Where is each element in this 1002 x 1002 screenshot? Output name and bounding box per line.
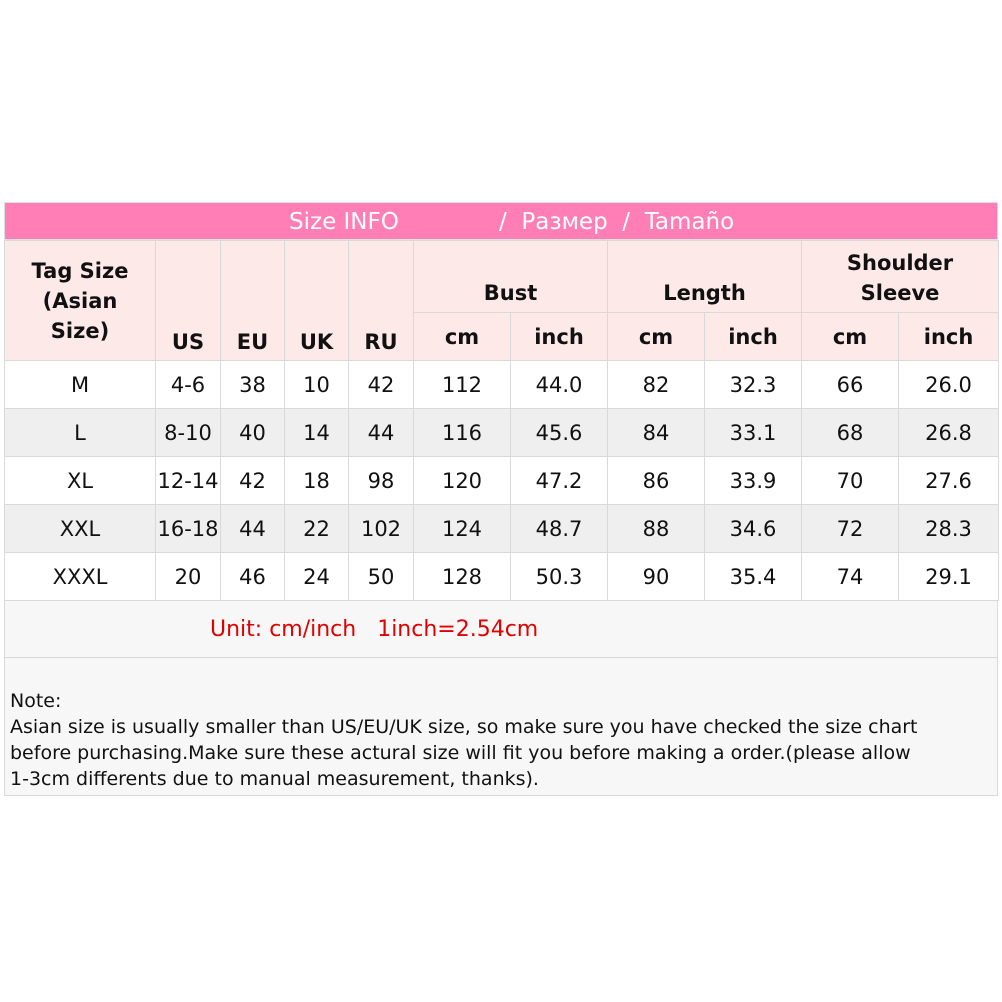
cell-uk: 18 [285,457,349,505]
title-size-info: Size INFO [289,209,399,235]
cell-uk: 10 [285,361,349,409]
table-row [5,505,999,553]
unit-text: Unit: cm/inch 1inch=2.54cm [210,617,539,642]
header-length-inch: inch [705,313,802,361]
note-line-2: before purchasing.Make sure these actural size will fit you before making a order.(please allow [10,742,911,764]
cell-length-inch: 33.9 [705,457,802,505]
cell-length-inch: 35.4 [705,553,802,601]
cell-uk: 22 [285,505,349,553]
cell-bust-cm: 112 [414,361,511,409]
cell-us: 12-14 [156,457,221,505]
cell-length-inch: 34.6 [705,505,802,553]
cell-length-cm: 88 [608,505,705,553]
cell-length-cm: 84 [608,409,705,457]
cell-ss-inch: 26.0 [899,361,999,409]
note-line-1: Asian size is usually smaller than US/EU/UK size, so make sure you have checked the size chart [10,716,918,738]
header-bust: Bust [414,241,608,313]
cell-ss-inch: 27.6 [899,457,999,505]
cell-ru: 44 [349,409,414,457]
cell-ru: 98 [349,457,414,505]
header-shoulder: Shoulder [846,251,954,275]
cell-us: 8-10 [156,409,221,457]
cell-tag: XXXL [5,553,156,601]
cell-ss-inch: 29.1 [899,553,999,601]
cell-bust-inch: 47.2 [511,457,608,505]
cell-eu: 42 [221,457,285,505]
header-length: Length [608,241,802,313]
cell-bust-inch: 44.0 [511,361,608,409]
cell-eu: 44 [221,505,285,553]
header-ru: RU [349,241,414,361]
cell-bust-inch: 50.3 [511,553,608,601]
header-tag-size-line1: Tag Size [31,258,129,283]
cell-ss-inch: 28.3 [899,505,999,553]
cell-bust-cm: 120 [414,457,511,505]
cell-us: 20 [156,553,221,601]
size-table [4,240,999,601]
header-shoulder-sleeve [802,241,999,313]
cell-ss-cm: 74 [802,553,899,601]
cell-ss-cm: 72 [802,505,899,553]
header-ss-cm: cm [802,313,899,361]
cell-ru: 50 [349,553,414,601]
cell-eu: 46 [221,553,285,601]
header-uk: UK [285,241,349,361]
cell-length-inch: 33.1 [705,409,802,457]
cell-length-cm: 90 [608,553,705,601]
cell-tag: L [5,409,156,457]
cell-length-cm: 82 [608,361,705,409]
header-us: US [156,241,221,361]
cell-ru: 42 [349,361,414,409]
cell-bust-cm: 124 [414,505,511,553]
size-chart-title-bar [4,202,998,240]
cell-bust-cm: 128 [414,553,511,601]
cell-tag: XXL [5,505,156,553]
size-chart [4,202,998,796]
cell-bust-cm: 116 [414,409,511,457]
header-bust-cm: cm [414,313,511,361]
header-eu: EU [221,241,285,361]
cell-eu: 40 [221,409,285,457]
cell-uk: 24 [285,553,349,601]
cell-ru: 102 [349,505,414,553]
cell-ss-cm: 68 [802,409,899,457]
cell-eu: 38 [221,361,285,409]
table-row [5,361,999,409]
cell-bust-inch: 45.6 [511,409,608,457]
cell-bust-inch: 48.7 [511,505,608,553]
cell-us: 4-6 [156,361,221,409]
table-row [5,553,999,601]
cell-length-cm: 86 [608,457,705,505]
cell-ss-inch: 26.8 [899,409,999,457]
cell-uk: 14 [285,409,349,457]
table-row [5,457,999,505]
cell-ss-cm: 70 [802,457,899,505]
note-line-3: 1-3cm differents due to manual measurement, thanks). [10,768,539,790]
header-sleeve: Sleeve [860,281,940,305]
header-tag-size-line3: Size) [50,318,110,343]
title-translations: / Размер / Tamaño [499,209,735,235]
header-tag-size-line2: (Asian [42,288,118,313]
header-bust-inch: inch [511,313,608,361]
table-row [5,409,999,457]
cell-length-inch: 32.3 [705,361,802,409]
note-box [4,658,998,796]
header-ss-inch: inch [899,313,999,361]
unit-row [4,601,998,658]
cell-tag: XL [5,457,156,505]
cell-us: 16-18 [156,505,221,553]
cell-ss-cm: 66 [802,361,899,409]
cell-tag: M [5,361,156,409]
note-heading: Note: [10,690,62,712]
header-length-cm: cm [608,313,705,361]
header-tag-size [5,241,156,361]
